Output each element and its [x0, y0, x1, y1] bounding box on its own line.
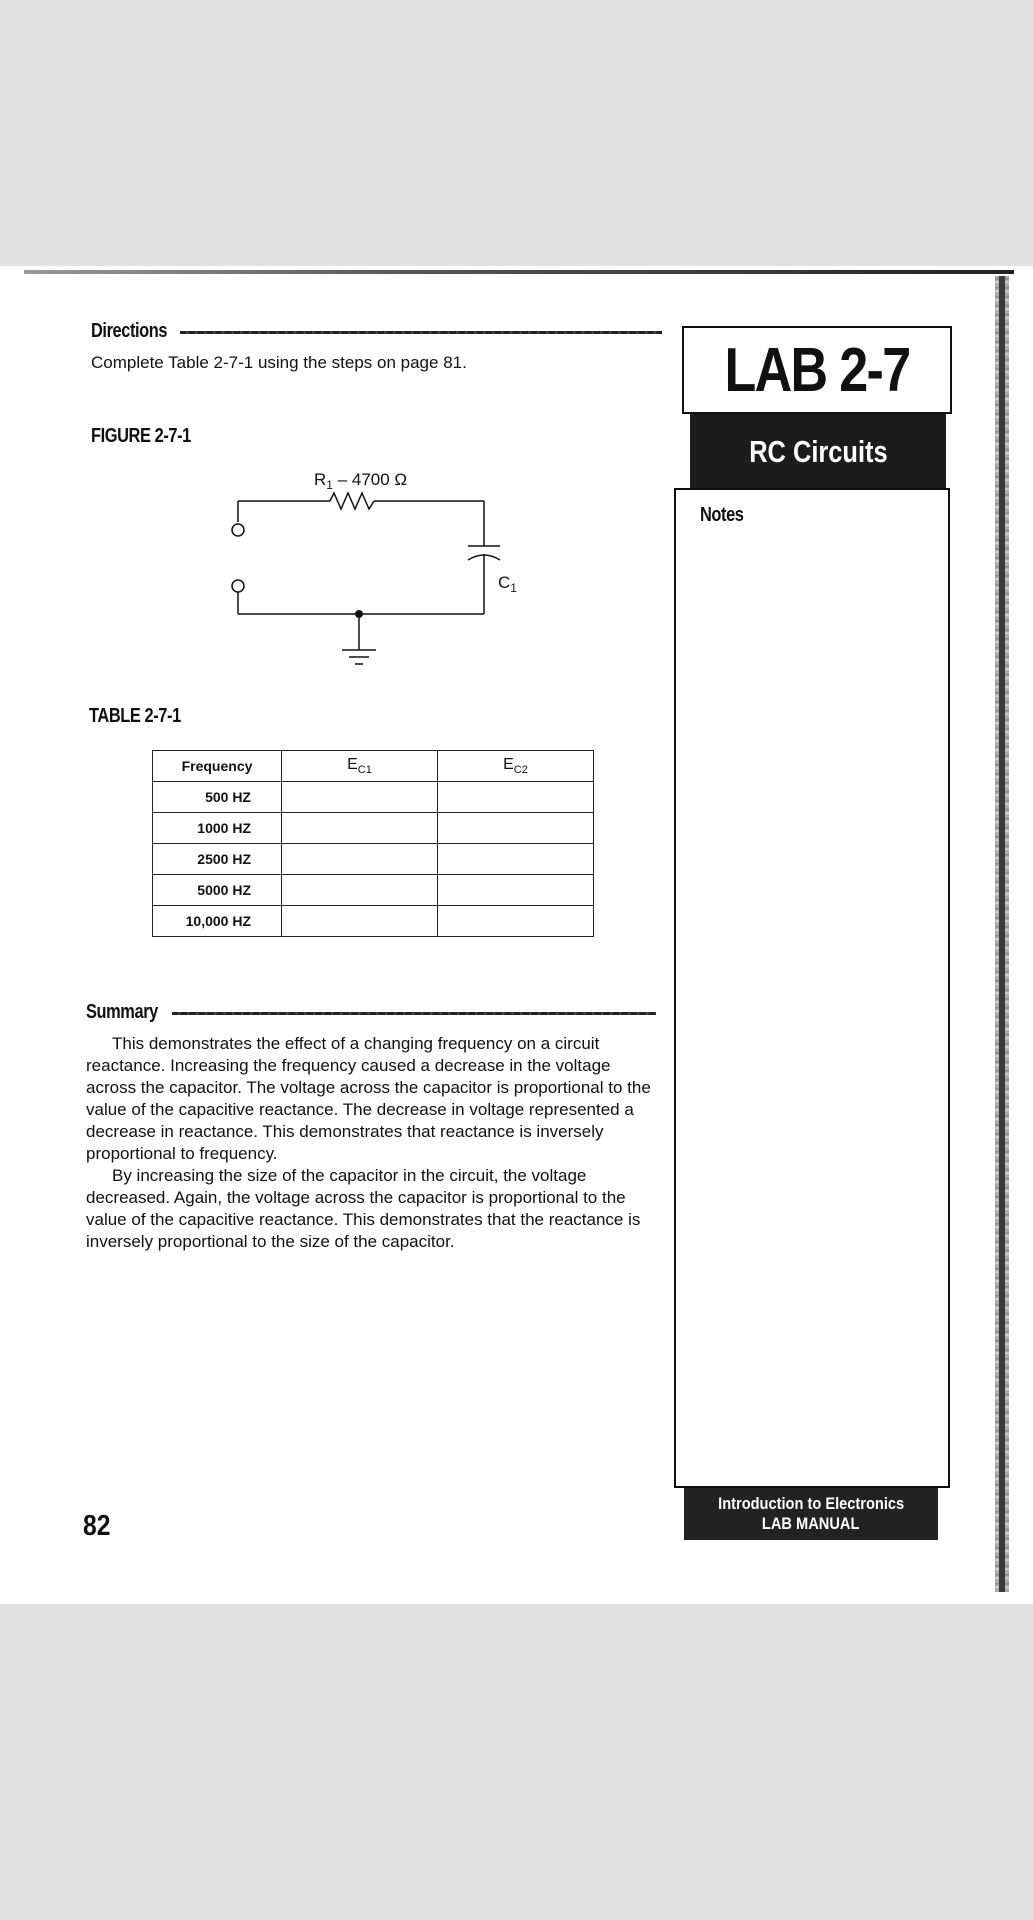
frequency-cell: 10,000 HZ [153, 906, 282, 937]
resistor-label: $R_1 - 4700$ Ω [314, 470, 408, 492]
lab-subtitle: RC Circuits [748, 434, 888, 469]
table-row [153, 906, 594, 937]
ec1-cell[interactable] [282, 813, 438, 844]
manual-footer [684, 1488, 938, 1540]
ec2-cell[interactable] [438, 844, 594, 875]
table-row [153, 875, 594, 906]
ec1-header: $E_{C1}$ [282, 751, 438, 782]
directions-heading: Directions [91, 320, 168, 342]
frequency-cell: 2500 HZ [153, 844, 282, 875]
footer-line-2: LAB MANUAL [762, 1514, 860, 1533]
notes-label: Notes [700, 504, 744, 526]
summary-heading: Summary [86, 1001, 158, 1023]
binding-shadow [999, 276, 1005, 1592]
top-rule [24, 270, 1014, 274]
summary-body [86, 1033, 658, 1253]
lab-title: LAB 2-7 [724, 335, 910, 405]
ec2-cell[interactable] [438, 906, 594, 937]
table-row [153, 782, 594, 813]
page-number: 82 [83, 1510, 111, 1542]
table-header-row [153, 751, 594, 782]
table-caption: TABLE 2-7-1 [89, 705, 181, 727]
ec2-header: $E_{C2}$ [438, 751, 594, 782]
frequency-header: Frequency [153, 751, 282, 782]
circuit-diagram [220, 460, 540, 690]
figure-caption: FIGURE 2-7-1 [91, 425, 191, 447]
frequency-cell: 500 HZ [153, 782, 282, 813]
lab-subtitle-bar [690, 414, 946, 490]
ec2-cell[interactable] [438, 782, 594, 813]
ec2-cell[interactable] [438, 813, 594, 844]
table-row [153, 844, 594, 875]
summary-paragraph-2: By increasing the size of the capacitor in the circuit, the voltage decreased. Again, the voltage across the capacitor is proportional to the value of the capacitive reactance. This demonstrates that the reactance is inversely proportional to the size of the capacitor. [86, 1166, 641, 1251]
frequency-table [152, 750, 594, 937]
capacitor-label: $C_1$ [498, 573, 517, 595]
lab-title-box [682, 326, 952, 414]
ec1-cell[interactable] [282, 906, 438, 937]
ec1-cell[interactable] [282, 844, 438, 875]
summary-paragraph-1: This demonstrates the effect of a changing frequency on a circuit reactance. Increasing the frequency caused a decrease in the voltage across the capacitor. The voltage across the capacitor is proportional to the value of the capacitive reactance. The decrease in voltage represented a decrease in reactance. This demonstrates that reactance is inversely proportional to frequency. [86, 1034, 651, 1163]
footer-line-1: Introduction to Electronics [717, 1494, 904, 1513]
summary-rule [172, 1012, 656, 1015]
ec1-cell[interactable] [282, 782, 438, 813]
table-row [153, 813, 594, 844]
frequency-cell: 1000 HZ [153, 813, 282, 844]
frequency-cell: 5000 HZ [153, 875, 282, 906]
directions-rule [180, 331, 662, 334]
ec1-cell[interactable] [282, 875, 438, 906]
directions-text: Complete Table 2-7-1 using the steps on page 81. [91, 353, 467, 372]
ec2-cell[interactable] [438, 875, 594, 906]
notes-box [674, 488, 950, 1488]
